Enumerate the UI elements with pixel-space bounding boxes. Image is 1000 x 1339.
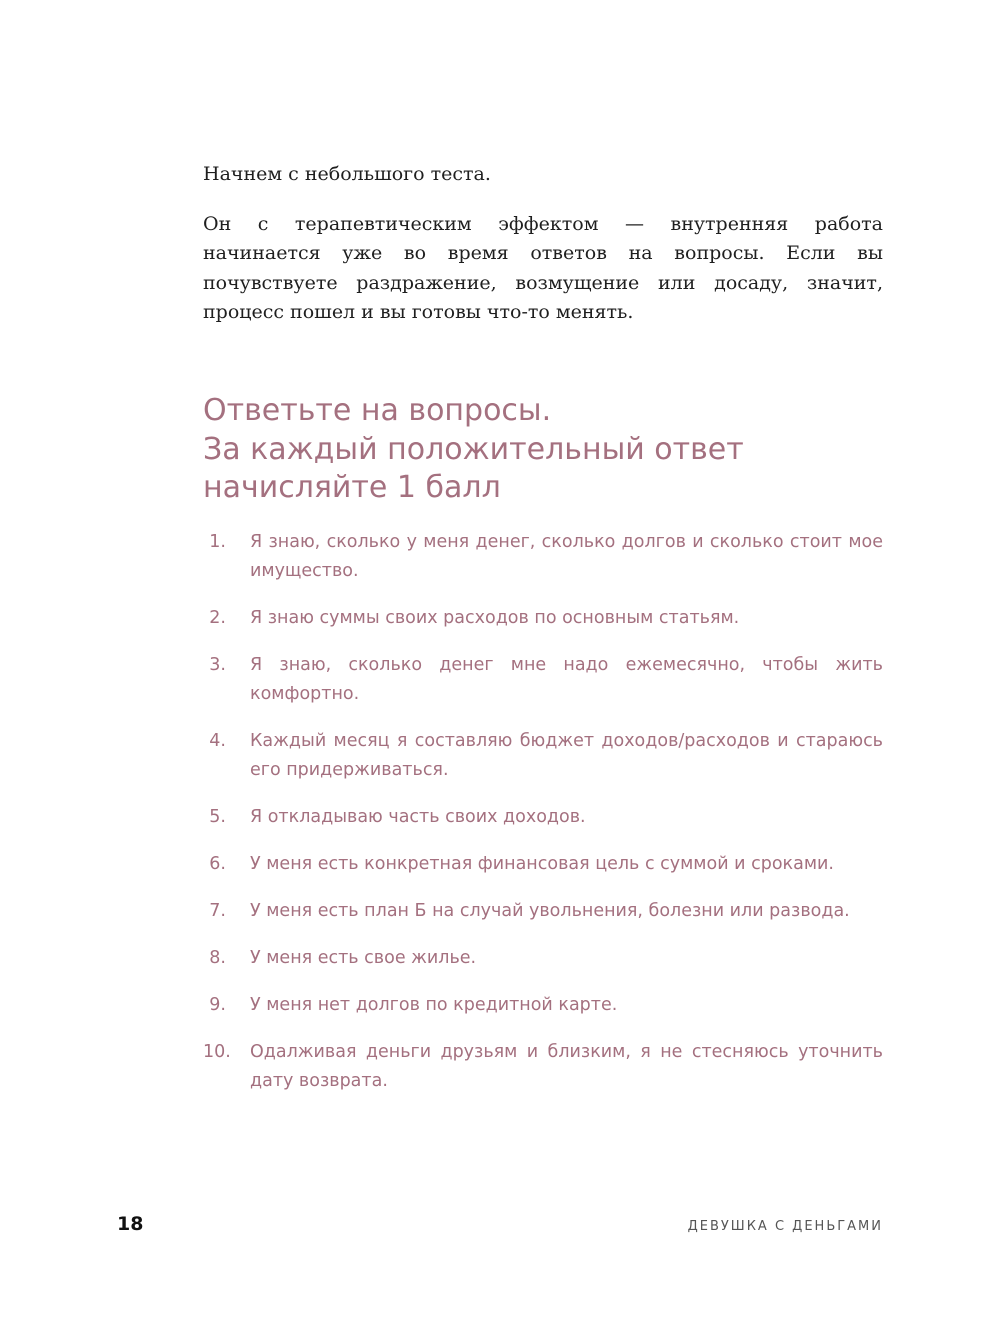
- running-footer-title: ДЕВУШКА С ДЕНЬГАМИ: [687, 1219, 883, 1234]
- list-item: [203, 803, 883, 832]
- question-text: Я знаю, сколько у меня денег, сколько долгов и сколько стоит мое имущество.: [250, 532, 883, 581]
- list-item: [203, 604, 883, 633]
- question-text: Каждый месяц я составляю бюджет доходов/расходов и стараюсь его придерживаться.: [250, 731, 883, 780]
- question-text: Я знаю суммы своих расходов по основным статьям.: [250, 608, 740, 628]
- question-number: 1.: [209, 532, 226, 552]
- list-item: [203, 651, 883, 709]
- heading-line-2: За каждый положительный ответ: [203, 431, 744, 467]
- list-item: [203, 528, 883, 586]
- question-number: 3.: [209, 655, 226, 675]
- question-text: У меня нет долгов по кредитной карте.: [250, 995, 618, 1015]
- question-number: 8.: [209, 948, 226, 968]
- question-text: У меня есть план Б на случай увольнения, болезни или развода.: [250, 901, 850, 921]
- question-text: Я знаю, сколько денег мне надо ежемесячно, чтобы жить комфортно.: [250, 655, 883, 704]
- intro-paragraph-2: Он с терапевтическим эффектом — внутренняя работа начинается уже во время ответов на вопросы. Если вы почувствуете раздражение, возмущение или досаду, значит, процесс пошел и вы готовы что-то менять.: [203, 212, 883, 323]
- list-item: [203, 897, 883, 926]
- question-text: У меня есть свое жилье.: [250, 948, 477, 968]
- question-list: [203, 528, 883, 1114]
- page-number: 18: [117, 1213, 144, 1235]
- question-number: 4.: [209, 731, 226, 751]
- intro-text: [203, 160, 883, 348]
- question-number: 6.: [209, 854, 226, 874]
- list-item: [203, 727, 883, 785]
- list-item: [203, 1038, 883, 1096]
- section-heading: [203, 392, 883, 508]
- question-number: 9.: [209, 995, 226, 1015]
- heading-line-1: Ответьте на вопросы.: [203, 393, 552, 428]
- question-text: Я откладываю часть своих доходов.: [250, 807, 586, 827]
- heading-line-3: начисляйте 1 балл: [203, 470, 501, 505]
- question-number: 2.: [209, 608, 226, 628]
- list-item: [203, 944, 883, 973]
- question-text: Одалживая деньги друзьям и близким, я не стесняюсь уточнить дату возврата.: [250, 1042, 883, 1091]
- question-number: 5.: [209, 807, 226, 827]
- intro-paragraph-1: Начнем с небольшого теста.: [203, 163, 491, 185]
- list-item: [203, 991, 883, 1020]
- question-text: У меня есть конкретная финансовая цель с суммой и сроками.: [250, 854, 834, 874]
- question-number: 10.: [203, 1042, 231, 1062]
- question-number: 7.: [209, 901, 226, 921]
- list-item: [203, 850, 883, 879]
